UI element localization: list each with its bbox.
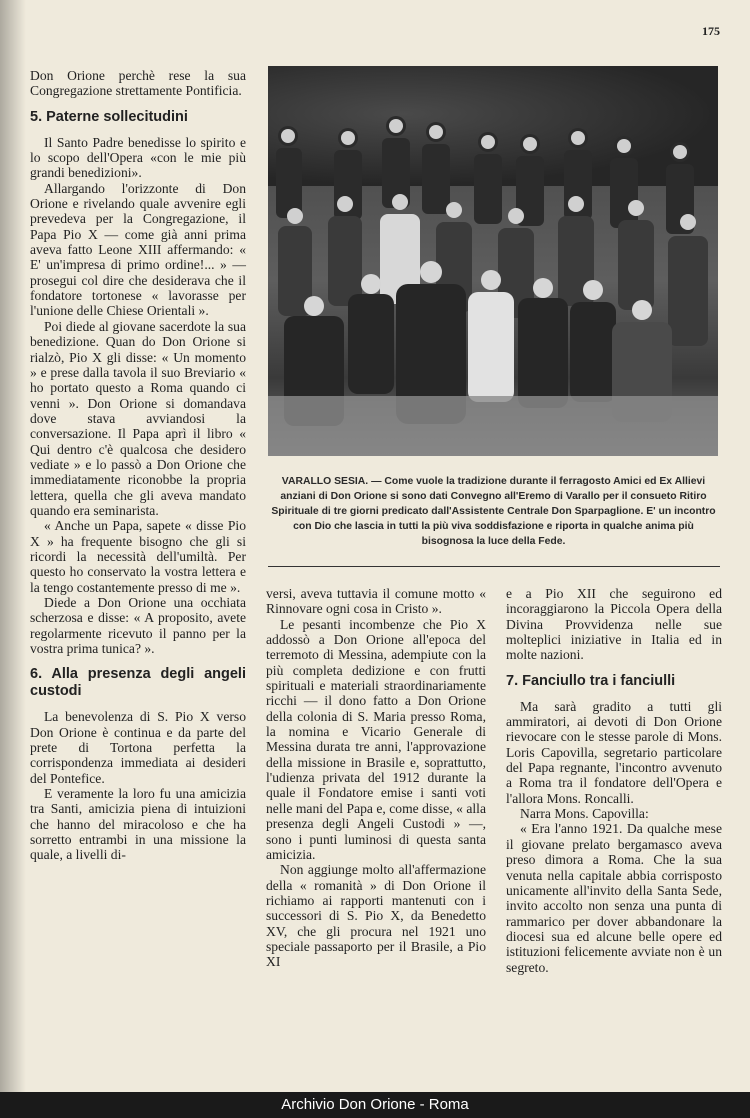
paragraph: La benevolenza di S. Pio X verso Don Orione è continua e da parte del prete di Tortona perfetta la corrispondenza immediata ai desideri del Pontefice. (30, 709, 246, 786)
caption-place: VARALLO SESIA. (281, 476, 369, 487)
archive-footer: Archivio Don Orione - Roma (0, 1092, 750, 1118)
group-photo-icon (268, 66, 718, 456)
paragraph: Non aggiunge molto all'affermazione della « romanità » di Don Orione il richiamo ai rapporti mantenuti con i successori di S. Pio X, da Benedetto XV, che gli procura nel 1921 uno speciale passaporto per il Brasile, a Pio XI (266, 862, 486, 970)
caption-text: — Come vuole la tradizione durante il ferragosto Amici ed Ex Allievi anziani di Don Orione si sono dati Convegno all'Eremo di Varallo per il consueto Ritiro Spirituale di tre giorni predicato dall'Assistente Centrale Don Sparpaglione. E' un incontro con Dio che lascia in tutti la più viva soddisfazione e riporta in qualche anima più bisognosa la luce della Fede. (271, 476, 716, 547)
text-column-right (506, 586, 722, 975)
paragraph: versi, aveva tuttavia il comune motto « Rinnovare ogni cosa in Cristo ». (266, 586, 486, 617)
paragraph: Poi diede al giovane sacerdote la sua benedizione. Quan do Don Orione si rialzò, Pio X gli disse: « Un momento » e prese dalla tavola il suo Breviario « ho portato questo a Roma quando ci venni ». Don Orione si domandava dove stava avviandosi la conversazione. Il Papa aprì il libro « Qui dentro c'è qualcosa che desidero vediate » e lo passò a Don Orione che immediatamente riconobbe la propria lettera, quella che gli aveva mandato quando era seminarista. (30, 318, 246, 518)
group-photo (268, 66, 718, 456)
paragraph: Don Orione perchè rese la sua Congregazione strettamente Pontificia. (30, 68, 246, 99)
paragraph: Il Santo Padre benedisse lo spirito e lo scopo dell'Opera «con le mie più grandi benedizioni». (30, 134, 246, 181)
divider (268, 566, 720, 567)
paragraph: Le pesanti incombenze che Pio X addossò a Don Orione all'epoca del terremoto di Messina, adempiute con la più completa dedizione e con frutti spirituali e materiali straordinariamente ricchi — il dono fatto a Don Orione della colonia di S. Maria presso Roma, la nomina e Vicario Generale di Messina durata tre anni, l'approvazione della missione in Brasile e, soprattutto, l'udienza privata del 1912 durante la quale il Fondatore emise i santi voti nelle mani del Papa e, come disse, « alla presenza degli Angeli Custodi » —, sono i punti luminosi di questa santa amicizia. (266, 616, 486, 862)
paragraph: Ma sarà gradito a tutti gli ammiratori, ai devoti di Don Orione rievocare con le stesse parole di Mons. Loris Capovilla, segretario particolare del Papa regnante, l'incontro avvenuto a Roma tra il fondatore dell'Opera e l'allora Mons. Roncalli. (506, 698, 722, 806)
spine-shadow (0, 0, 26, 1092)
section-heading-7: 7. Fanciullo tra i fanciulli (506, 672, 676, 689)
text-column-middle (266, 586, 486, 970)
paragraph: « Era l'anno 1921. Da qualche mese il giovane prelato bergamasco aveva preso dimora a Roma. Che la sua venuta nella capitale abbia corrisposto unicamente all'invito della Santa Sede, invito accolto non senza una punta di rammarico per dover abbandonare la diocesi sua ed alcune belle opere ed istituzioni felicemente avviate non è un segreto. (506, 821, 722, 975)
page-number: 175 (702, 24, 720, 38)
paragraph: Diede a Don Orione una occhiata scherzosa e disse: « A proposito, avete regolarmente ricevuto il panno per la vostra prima tunica? ». (30, 595, 246, 657)
section-heading-6: 6. Alla presenza degli angeli custodi (30, 666, 246, 700)
text-column-left (30, 68, 246, 863)
photo-caption (266, 474, 721, 549)
paragraph: « Anche un Papa, sapete « disse Pio X » ha frequente bisogno che gli si ricordi la necessità dell'umiltà. Per questo ho conservato la vostra lettera e la tengo costantemente presso di me ». (30, 518, 246, 595)
paragraph: e a Pio XII che seguirono ed incoraggiarono la Piccola Opera della Divina Provvidenza nelle sue molteplici iniziative in Italia ed in molte nazioni. (506, 586, 722, 663)
paragraph: Allargando l'orizzonte di Don Orione e rivelando quale avvenire egli prevedeva per la Congregazione, il Papa Pio X — come già anni prima aveva fatto Leone XIII affermando: « E' un'impresa di primo ordine!... » — prosegui col dire che desiderava che il fondatore tortonese « lavorasse per l'unione delle Chiese Orientali ». (30, 180, 246, 319)
paragraph: E veramente la loro fu una amicizia tra Santi, amicizia piena di intuizioni che hanno del miracoloso e che ha sorretto entrambi in una missione la quale, a livelli di- (30, 786, 246, 863)
paragraph: Narra Mons. Capovilla: (520, 806, 649, 822)
section-heading-5: 5. Paterne sollecitudini (30, 108, 188, 125)
